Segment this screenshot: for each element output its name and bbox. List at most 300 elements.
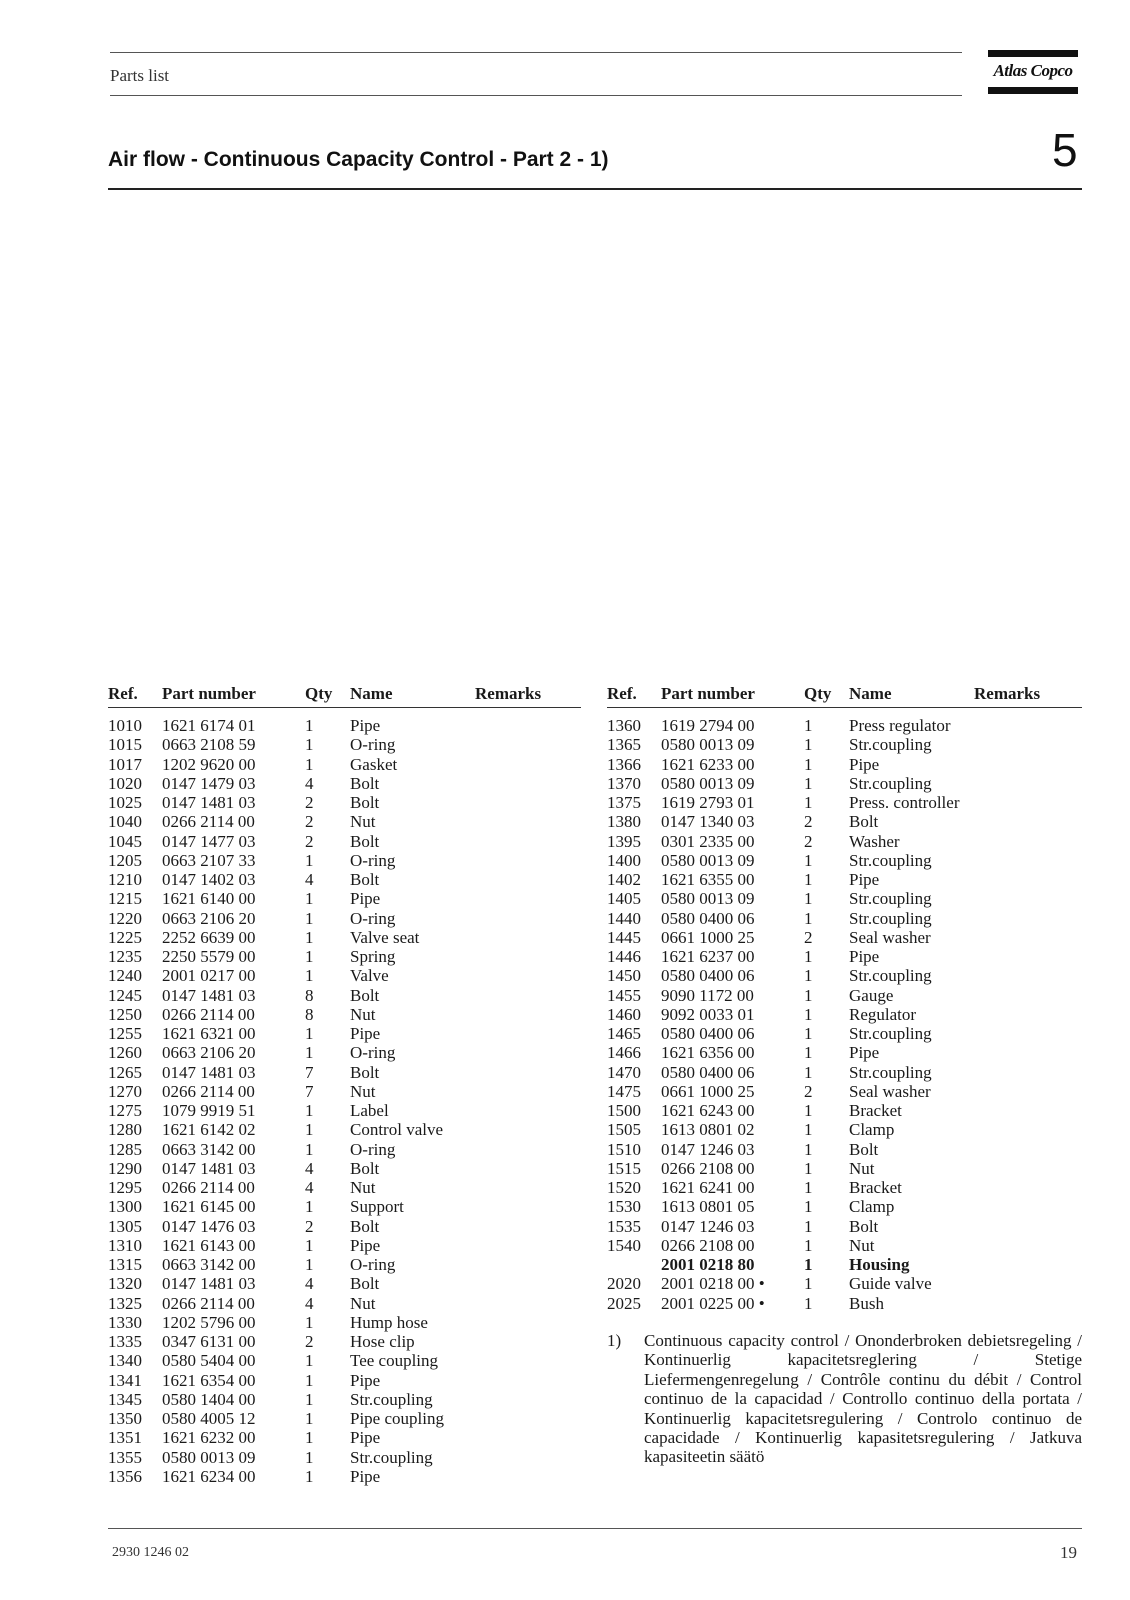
table-row bbox=[607, 947, 1082, 966]
row-qty: 1 bbox=[305, 966, 314, 986]
row-name: Bolt bbox=[849, 1216, 879, 1236]
row-remarks bbox=[974, 909, 1074, 928]
row-remarks bbox=[974, 832, 1074, 851]
row-part-number: 1621 6145 00 bbox=[162, 1197, 256, 1217]
row-ref: 1235 bbox=[108, 947, 142, 966]
row-ref bbox=[607, 1255, 661, 1274]
row-qty: 1 bbox=[804, 773, 813, 793]
row-qty: 4 bbox=[305, 1158, 314, 1178]
row-qty: 2 bbox=[804, 812, 813, 832]
footnote-number: 1) bbox=[607, 1331, 622, 1350]
row-ref: 1375 bbox=[607, 793, 641, 812]
table-row bbox=[108, 1159, 581, 1178]
row-part-number: 0147 1246 03 bbox=[661, 1139, 755, 1159]
row-name: Str.coupling bbox=[350, 1447, 433, 1467]
row-part-number: 1621 6233 00 bbox=[661, 754, 755, 774]
row-remarks bbox=[475, 1101, 575, 1120]
table-row bbox=[108, 1428, 581, 1447]
table-row bbox=[108, 735, 581, 754]
row-remarks bbox=[475, 1351, 575, 1370]
row-qty: 1 bbox=[804, 1197, 813, 1217]
row-part-number: 0580 0400 06 bbox=[661, 1062, 755, 1082]
row-name: Spring bbox=[350, 947, 396, 966]
row-remarks bbox=[475, 1159, 575, 1178]
row-ref: 1330 bbox=[108, 1312, 142, 1332]
row-name: Tee coupling bbox=[350, 1351, 439, 1371]
row-part-number: 0147 1340 03 bbox=[661, 812, 755, 832]
row-remarks bbox=[974, 812, 1074, 831]
footer-rule bbox=[108, 1528, 1082, 1529]
row-ref: 1205 bbox=[108, 850, 142, 870]
row-qty: 1 bbox=[804, 1062, 813, 1082]
row-ref: 1355 bbox=[108, 1447, 142, 1467]
row-ref: 1017 bbox=[108, 754, 142, 774]
row-part-number: 0147 1402 03 bbox=[162, 870, 256, 889]
table-row bbox=[607, 1236, 1082, 1255]
row-part-number: 1621 6321 00 bbox=[162, 1024, 256, 1043]
row-qty: 1 bbox=[305, 850, 314, 870]
row-name: Bracket bbox=[849, 1101, 902, 1120]
table-row bbox=[108, 1140, 581, 1159]
row-part-number: 0347 6131 00 bbox=[162, 1332, 256, 1351]
table-row bbox=[607, 1005, 1082, 1024]
row-ref: 1470 bbox=[607, 1062, 641, 1082]
row-ref: 1300 bbox=[108, 1197, 142, 1217]
table-row bbox=[108, 1390, 581, 1409]
row-qty: 1 bbox=[804, 754, 813, 774]
row-name: Str.coupling bbox=[350, 1389, 433, 1409]
row-part-number: 1619 2794 00 bbox=[661, 716, 755, 735]
row-name: Nut bbox=[350, 1004, 376, 1024]
table-row bbox=[607, 909, 1082, 928]
row-remarks bbox=[475, 909, 575, 928]
row-name: O-ring bbox=[350, 1139, 396, 1159]
row-part-number: 0147 1479 03 bbox=[162, 773, 256, 793]
table-header bbox=[607, 682, 1082, 708]
row-ref: 1400 bbox=[607, 850, 641, 870]
row-remarks bbox=[974, 870, 1074, 889]
row-part-number: 0301 2335 00 bbox=[661, 831, 755, 851]
row-remarks bbox=[974, 1082, 1074, 1101]
row-ref: 1240 bbox=[108, 966, 142, 986]
table-row bbox=[607, 889, 1082, 908]
row-name: Bolt bbox=[350, 1216, 380, 1236]
row-ref: 1395 bbox=[607, 831, 641, 851]
table-row bbox=[108, 1101, 581, 1120]
row-name: Label bbox=[350, 1101, 389, 1120]
table-row bbox=[607, 1140, 1082, 1159]
row-name: Str.coupling bbox=[849, 889, 932, 909]
row-remarks bbox=[475, 966, 575, 985]
row-name: Bolt bbox=[350, 793, 380, 812]
table-row bbox=[108, 716, 581, 735]
row-part-number: 1621 6142 02 bbox=[162, 1120, 256, 1140]
row-ref: 1530 bbox=[607, 1197, 641, 1217]
row-ref: 1305 bbox=[108, 1216, 142, 1236]
row-qty: 8 bbox=[305, 1004, 314, 1024]
row-qty: 1 bbox=[804, 908, 813, 928]
table-row bbox=[108, 1448, 581, 1467]
row-name: Hump hose bbox=[350, 1312, 428, 1332]
row-name: Pipe bbox=[350, 889, 381, 909]
row-qty: 1 bbox=[305, 927, 314, 947]
row-name: Bolt bbox=[350, 1158, 380, 1178]
row-qty: 1 bbox=[804, 1216, 813, 1236]
row-ref: 1020 bbox=[108, 773, 142, 793]
row-qty: 1 bbox=[804, 947, 813, 966]
row-part-number: 2001 0217 00 bbox=[162, 966, 256, 986]
row-ref: 1225 bbox=[108, 927, 142, 947]
row-remarks bbox=[475, 986, 575, 1005]
row-qty: 2 bbox=[305, 1216, 314, 1236]
row-name: Pipe bbox=[350, 716, 381, 735]
table-row bbox=[108, 1082, 581, 1101]
row-ref: 1215 bbox=[108, 889, 142, 909]
row-ref: 1370 bbox=[607, 773, 641, 793]
row-ref: 2025 bbox=[607, 1293, 641, 1313]
header-name: Name bbox=[350, 684, 393, 703]
row-ref: 1210 bbox=[108, 870, 142, 889]
row-remarks bbox=[475, 832, 575, 851]
header-part-number: Part number bbox=[661, 684, 755, 703]
row-part-number: 1621 6356 00 bbox=[661, 1043, 755, 1063]
row-remarks bbox=[974, 1197, 1074, 1216]
row-qty: 1 bbox=[804, 1024, 813, 1043]
row-remarks bbox=[475, 1390, 575, 1409]
row-qty: 1 bbox=[305, 1197, 314, 1217]
table-row bbox=[108, 909, 581, 928]
row-ref: 1260 bbox=[108, 1043, 142, 1063]
atlas-copco-logo bbox=[988, 50, 1078, 94]
row-name: Str.coupling bbox=[849, 1024, 932, 1043]
row-ref: 1040 bbox=[108, 812, 142, 832]
row-name: Pipe bbox=[849, 754, 880, 774]
table-row bbox=[607, 870, 1082, 889]
row-qty: 1 bbox=[305, 735, 314, 755]
row-remarks bbox=[475, 755, 575, 774]
row-ref: 2020 bbox=[607, 1274, 641, 1294]
row-name: Guide valve bbox=[849, 1274, 932, 1294]
row-name: Nut bbox=[350, 812, 376, 832]
table-row bbox=[607, 774, 1082, 793]
row-name: Clamp bbox=[849, 1197, 895, 1217]
row-ref: 1446 bbox=[607, 947, 641, 966]
row-qty: 1 bbox=[804, 1178, 813, 1197]
row-ref: 1325 bbox=[108, 1293, 142, 1313]
row-ref: 1285 bbox=[108, 1139, 142, 1159]
row-remarks bbox=[475, 1024, 575, 1043]
row-remarks bbox=[974, 1236, 1074, 1255]
row-remarks bbox=[475, 889, 575, 908]
row-qty: 1 bbox=[804, 1235, 813, 1255]
table-row bbox=[607, 1120, 1082, 1139]
row-name: Pipe coupling bbox=[350, 1409, 444, 1428]
row-part-number: 0147 1246 03 bbox=[661, 1216, 755, 1236]
table-row bbox=[108, 1043, 581, 1062]
row-qty: 1 bbox=[305, 1139, 314, 1159]
row-qty: 1 bbox=[305, 1466, 314, 1486]
row-part-number: 1621 6232 00 bbox=[162, 1428, 256, 1448]
table-row bbox=[108, 986, 581, 1005]
row-remarks bbox=[475, 774, 575, 793]
row-qty: 7 bbox=[305, 1062, 314, 1082]
row-part-number: 0147 1481 03 bbox=[162, 1274, 256, 1294]
chapter-number: 5 bbox=[1052, 124, 1078, 176]
row-qty: 2 bbox=[804, 1081, 813, 1101]
row-remarks bbox=[974, 1101, 1074, 1120]
row-part-number: 1613 0801 05 bbox=[661, 1197, 755, 1217]
row-qty: 1 bbox=[305, 1409, 314, 1428]
row-remarks bbox=[475, 1082, 575, 1101]
row-remarks bbox=[974, 735, 1074, 754]
table-row bbox=[607, 986, 1082, 1005]
row-remarks bbox=[475, 928, 575, 947]
row-name: Valve bbox=[350, 966, 389, 986]
table-row bbox=[607, 1063, 1082, 1082]
row-qty: 2 bbox=[804, 831, 813, 851]
row-qty: 2 bbox=[305, 793, 314, 812]
row-remarks bbox=[974, 986, 1074, 1005]
page-title: Air flow - Continuous Capacity Control - Part 2 - 1) bbox=[108, 148, 609, 171]
row-ref: 1365 bbox=[607, 735, 641, 755]
row-remarks bbox=[974, 1063, 1074, 1082]
row-qty: 1 bbox=[305, 1447, 314, 1467]
row-part-number: 1621 6174 01 bbox=[162, 716, 256, 735]
header-qty: Qty bbox=[804, 684, 832, 703]
row-qty: 1 bbox=[305, 716, 314, 735]
table-row bbox=[108, 1467, 581, 1486]
row-qty: 4 bbox=[305, 1293, 314, 1313]
table-row bbox=[607, 966, 1082, 985]
table-row bbox=[108, 1294, 581, 1313]
table-row bbox=[108, 851, 581, 870]
footnote bbox=[607, 1331, 1082, 1467]
table-row bbox=[607, 793, 1082, 812]
row-qty: 1 bbox=[804, 850, 813, 870]
row-qty: 1 bbox=[804, 870, 813, 889]
row-remarks bbox=[974, 774, 1074, 793]
row-name: Nut bbox=[350, 1178, 376, 1197]
table-row bbox=[108, 1024, 581, 1043]
row-part-number: 0580 1404 00 bbox=[162, 1389, 256, 1409]
row-ref: 1360 bbox=[607, 716, 641, 735]
row-name: Washer bbox=[849, 831, 900, 851]
table-row bbox=[607, 1294, 1082, 1313]
row-name: Nut bbox=[350, 1081, 376, 1101]
row-qty: 1 bbox=[305, 1428, 314, 1448]
table-row bbox=[607, 1024, 1082, 1043]
row-ref: 1250 bbox=[108, 1004, 142, 1024]
row-qty: 4 bbox=[305, 1274, 314, 1294]
row-remarks bbox=[974, 755, 1074, 774]
row-qty: 1 bbox=[305, 1024, 314, 1043]
row-qty: 1 bbox=[804, 1139, 813, 1159]
header-part-number: Part number bbox=[162, 684, 256, 703]
row-name: Press. controller bbox=[849, 793, 960, 812]
logo-text: Atlas Copco bbox=[993, 61, 1073, 80]
row-ref: 1335 bbox=[108, 1332, 142, 1351]
row-ref: 1520 bbox=[607, 1178, 641, 1197]
table-row bbox=[607, 1178, 1082, 1197]
row-qty: 2 bbox=[305, 831, 314, 851]
row-part-number: 2252 6639 00 bbox=[162, 927, 256, 947]
row-name: Bolt bbox=[849, 812, 879, 832]
row-ref: 1380 bbox=[607, 812, 641, 832]
row-ref: 1475 bbox=[607, 1081, 641, 1101]
row-ref: 1515 bbox=[607, 1158, 641, 1178]
row-qty: 1 bbox=[804, 1293, 813, 1313]
row-qty: 1 bbox=[804, 735, 813, 755]
row-part-number: 9090 1172 00 bbox=[661, 985, 754, 1005]
table-header bbox=[108, 682, 581, 708]
row-qty: 1 bbox=[804, 889, 813, 909]
row-ref: 1340 bbox=[108, 1351, 142, 1371]
row-remarks bbox=[475, 1236, 575, 1255]
row-qty: 1 bbox=[305, 1351, 314, 1371]
row-remarks bbox=[974, 1255, 1074, 1274]
row-name: Seal washer bbox=[849, 927, 931, 947]
table-row bbox=[607, 1274, 1082, 1293]
table-row bbox=[607, 812, 1082, 831]
row-part-number: 1621 6234 00 bbox=[162, 1466, 256, 1486]
row-part-number: 0663 2108 59 bbox=[162, 735, 256, 755]
row-remarks bbox=[974, 1217, 1074, 1236]
row-part-number: 0661 1000 25 bbox=[661, 927, 755, 947]
row-remarks bbox=[974, 947, 1074, 966]
table-row bbox=[108, 793, 581, 812]
row-name: O-ring bbox=[350, 850, 396, 870]
row-qty: 1 bbox=[305, 947, 314, 966]
row-name: Support bbox=[350, 1197, 404, 1217]
row-ref: 1500 bbox=[607, 1101, 641, 1120]
row-part-number: 2250 5579 00 bbox=[162, 947, 256, 966]
row-ref: 1320 bbox=[108, 1274, 142, 1294]
row-part-number: 0663 2106 20 bbox=[162, 908, 256, 928]
row-qty: 7 bbox=[305, 1081, 314, 1101]
row-name: Gasket bbox=[350, 754, 398, 774]
row-qty: 1 bbox=[305, 1101, 314, 1120]
row-qty: 1 bbox=[804, 1120, 813, 1140]
header-name: Name bbox=[849, 684, 892, 703]
row-name: Str.coupling bbox=[849, 1062, 932, 1082]
row-remarks bbox=[475, 1217, 575, 1236]
row-qty: 1 bbox=[804, 1158, 813, 1178]
row-name: Str.coupling bbox=[849, 850, 932, 870]
row-name: Seal washer bbox=[849, 1081, 931, 1101]
row-part-number: 0580 0013 09 bbox=[661, 735, 755, 755]
row-remarks bbox=[475, 1371, 575, 1390]
parts-table-left bbox=[108, 682, 581, 1486]
row-remarks bbox=[974, 1274, 1074, 1293]
row-part-number: 1621 6243 00 bbox=[661, 1101, 755, 1120]
row-ref: 1045 bbox=[108, 831, 142, 851]
row-qty: 1 bbox=[305, 1235, 314, 1255]
row-qty: 1 bbox=[804, 985, 813, 1005]
row-part-number: 0147 1481 03 bbox=[162, 1062, 256, 1082]
row-part-number: 2001 0218 00 • bbox=[661, 1274, 765, 1294]
row-remarks bbox=[974, 851, 1074, 870]
row-qty: 1 bbox=[804, 1274, 813, 1294]
row-part-number: 1621 6237 00 bbox=[661, 947, 755, 966]
row-name: Bolt bbox=[350, 870, 380, 889]
row-ref: 1510 bbox=[607, 1139, 641, 1159]
row-remarks bbox=[974, 928, 1074, 947]
table-row bbox=[108, 1255, 581, 1274]
row-remarks bbox=[475, 812, 575, 831]
row-remarks bbox=[974, 1294, 1074, 1313]
row-remarks bbox=[475, 1294, 575, 1313]
table-row bbox=[108, 1217, 581, 1236]
row-ref: 1465 bbox=[607, 1024, 641, 1043]
row-remarks bbox=[475, 716, 575, 735]
row-part-number: 0663 2106 20 bbox=[162, 1043, 256, 1063]
row-remarks bbox=[475, 947, 575, 966]
row-name: Pipe bbox=[350, 1428, 381, 1448]
table-row bbox=[607, 735, 1082, 754]
table-body-left bbox=[108, 716, 581, 1486]
row-part-number: 0580 5404 00 bbox=[162, 1351, 256, 1371]
row-remarks bbox=[475, 1332, 575, 1351]
row-qty: 1 bbox=[305, 1120, 314, 1140]
row-name: Control valve bbox=[350, 1120, 444, 1140]
row-qty: 1 bbox=[305, 1370, 314, 1390]
row-remarks bbox=[475, 1197, 575, 1216]
row-ref: 1455 bbox=[607, 985, 641, 1005]
row-qty: 1 bbox=[804, 716, 813, 735]
row-qty: 1 bbox=[305, 908, 314, 928]
row-remarks bbox=[475, 1178, 575, 1197]
row-part-number: 1621 6354 00 bbox=[162, 1370, 256, 1390]
row-ref: 1341 bbox=[108, 1370, 142, 1390]
row-part-number: 1079 9919 51 bbox=[162, 1101, 256, 1120]
row-name: Clamp bbox=[849, 1120, 895, 1140]
row-part-number: 0266 2108 00 bbox=[661, 1158, 755, 1178]
header-ref: Ref. bbox=[108, 684, 138, 703]
row-ref: 1010 bbox=[108, 716, 142, 735]
row-ref: 1275 bbox=[108, 1101, 142, 1120]
row-remarks bbox=[475, 1120, 575, 1139]
table-row bbox=[607, 851, 1082, 870]
table-row bbox=[108, 1197, 581, 1216]
row-ref: 1025 bbox=[108, 793, 142, 812]
row-part-number: 1621 6355 00 bbox=[661, 870, 755, 889]
table-row bbox=[607, 1217, 1082, 1236]
table-row bbox=[108, 1274, 581, 1293]
row-ref: 1366 bbox=[607, 754, 641, 774]
table-row bbox=[108, 1332, 581, 1351]
row-remarks bbox=[475, 1140, 575, 1159]
row-remarks bbox=[974, 1024, 1074, 1043]
row-qty: 1 bbox=[305, 1389, 314, 1409]
row-qty: 4 bbox=[305, 870, 314, 889]
table-row bbox=[108, 1178, 581, 1197]
row-name: Str.coupling bbox=[849, 966, 932, 986]
row-part-number: 0147 1481 03 bbox=[162, 793, 256, 812]
row-part-number: 0266 2114 00 bbox=[162, 1293, 255, 1313]
row-remarks bbox=[974, 1005, 1074, 1024]
row-remarks bbox=[974, 1178, 1074, 1197]
row-name: Str.coupling bbox=[849, 773, 932, 793]
row-name: Press regulator bbox=[849, 716, 951, 735]
row-part-number: 0661 1000 25 bbox=[661, 1081, 755, 1101]
row-ref: 1540 bbox=[607, 1235, 641, 1255]
row-name: Nut bbox=[849, 1235, 875, 1255]
row-part-number: 0147 1481 03 bbox=[162, 985, 256, 1005]
table-row bbox=[607, 755, 1082, 774]
row-remarks bbox=[974, 1120, 1074, 1139]
header-ref: Ref. bbox=[607, 684, 637, 703]
row-name: Str.coupling bbox=[849, 735, 932, 755]
